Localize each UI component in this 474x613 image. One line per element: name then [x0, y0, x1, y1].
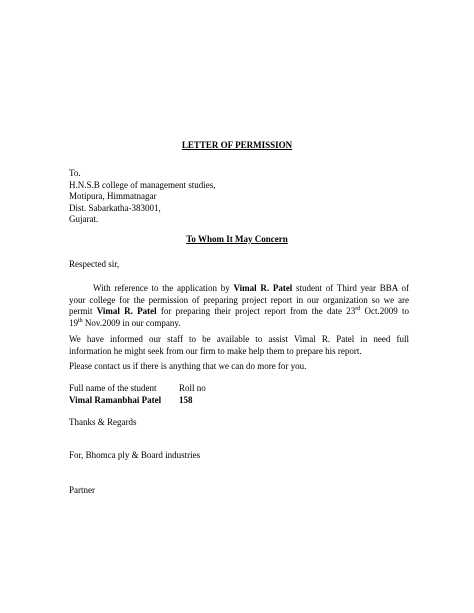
para1-text: student of Third year BBA of	[292, 283, 409, 293]
paragraph-contact: Please contact us if there is anything that we can do more for you.	[69, 361, 307, 371]
date-suffix: th	[78, 317, 83, 324]
student-details-header	[69, 383, 206, 395]
paragraph-staff	[69, 334, 409, 357]
para1-text: for preparing their project report from the date 23	[156, 306, 356, 316]
recipient-address	[69, 168, 215, 226]
address-line-4: Gujarat.	[69, 214, 99, 224]
student-details-values	[69, 395, 206, 407]
para1-text: Nov.2009 in our company.	[82, 317, 181, 328]
address-to: To.	[69, 168, 81, 178]
para1-line-3	[69, 306, 409, 318]
signatory: Partner	[69, 485, 95, 495]
para1-text: With reference to the application by	[93, 283, 234, 293]
paragraph-reference	[69, 283, 409, 329]
para2-line-2: information he might seek from our firm to make help them to prepare his report.	[69, 345, 362, 356]
student-name-bold: Vimal R. Patel	[96, 306, 157, 316]
para1-line-4	[69, 318, 409, 330]
date-suffix: rd	[355, 306, 361, 312]
student-name-bold: Vimal R. Patel	[233, 283, 293, 293]
roll-header: Roll no	[179, 383, 206, 393]
para1-text: 19	[69, 317, 78, 328]
student-full-name: Vimal Ramanbhai Patel	[69, 395, 162, 405]
para1-text: Oct.2009 to	[360, 306, 409, 316]
para1-line-1	[69, 283, 409, 295]
address-line-1: H.N.S.B college of management studies,	[69, 179, 216, 190]
para1-line-2: your college for the permission of preparing project report in our organization so we are	[69, 294, 409, 305]
student-roll-no: 158	[179, 395, 193, 405]
para1-text: permit	[69, 306, 97, 316]
letter-title: LETTER OF PERMISSION	[181, 140, 293, 150]
concern-heading: To Whom It May Concern	[186, 234, 288, 244]
salutation: Respected sir,	[69, 259, 120, 269]
company-line: For, Bhomca ply & Board industries	[69, 450, 201, 460]
closing: Thanks & Regards	[69, 417, 137, 427]
student-details	[69, 383, 206, 407]
para2-line-1: We have informed our staff to be available to assist Vimal R. Patel in need full	[69, 334, 409, 344]
address-line-2: Motipura, Himmatnagar	[69, 191, 157, 201]
name-header: Full name of the student	[69, 383, 157, 393]
address-line-3: Dist. Sabarkatha-383001,	[69, 202, 161, 213]
